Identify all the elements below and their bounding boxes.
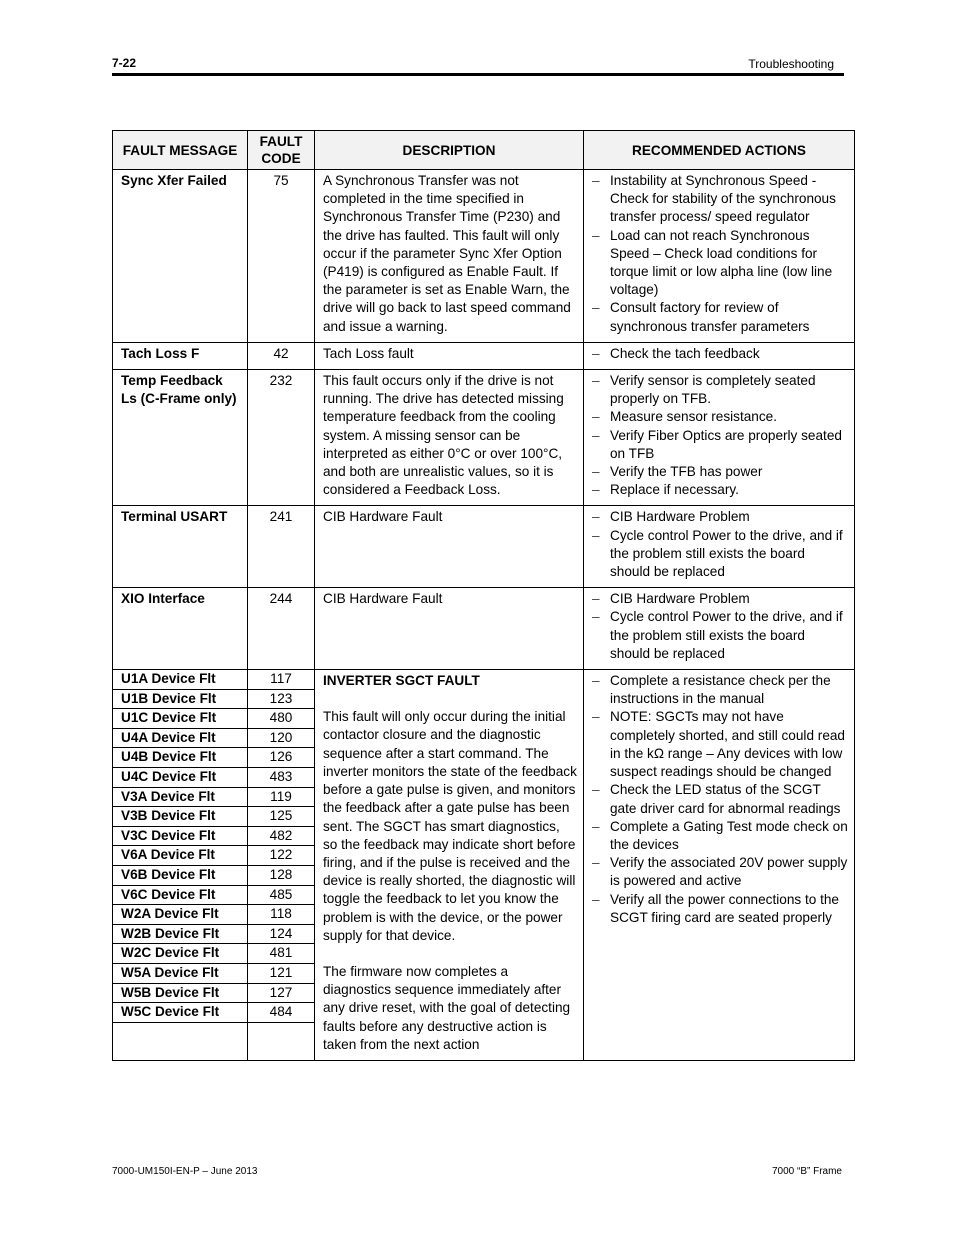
sgct-device-fault-message: V6A Device Flt <box>113 846 247 866</box>
recommended-actions <box>584 588 855 670</box>
fault-message: Tach Loss F <box>113 342 248 369</box>
sgct-device-fault-message: V6B Device Flt <box>113 866 247 886</box>
action-item <box>592 345 848 363</box>
fault-description: A Synchronous Transfer was not completed in the time specified in Synchronous Transfer Time (P230) and the drive has faulted. This fault will only occur if the parameter Sync Xfer Option (P419) is configured as Enable Fault. If the parameter is set as Enable Warn, the drive will go back to last speed command and issue a warning. <box>315 170 584 343</box>
action-text: Cycle control Power to the drive, and if the problem still exists the board should be replaced <box>610 609 843 661</box>
sgct-device-fault-message: U1A Device Flt <box>113 670 247 690</box>
fault-description: This fault occurs only if the drive is not running. The drive has detected missing temperature feedback from the cooling system. A missing sensor can be interpreted as either 0°C or over 100°C, and both are unrealistic values, so it is considered a Feedback Loss. <box>315 370 584 506</box>
fault-code: 75 <box>248 170 315 343</box>
sgct-device-fault-code: 127 <box>248 984 314 1004</box>
table-row <box>113 370 855 506</box>
action-list <box>592 590 848 663</box>
action-text: Cycle control Power to the drive, and if the problem still exists the board should be replaced <box>610 527 843 580</box>
sgct-device-fault-message: W2C Device Flt <box>113 944 247 964</box>
dash-bullet-icon: – <box>592 173 600 188</box>
action-item <box>592 891 848 927</box>
action-item <box>592 854 848 890</box>
action-text: Verify Fiber Optics are properly seated on TFB <box>610 427 842 461</box>
table-row-sgct-group <box>113 670 855 1061</box>
sgct-device-fault-code: 118 <box>248 905 314 925</box>
fault-description: CIB Hardware Fault <box>315 506 584 588</box>
action-item <box>592 818 848 854</box>
sgct-description-cell <box>315 670 584 1061</box>
fault-table <box>112 130 855 1061</box>
fault-description: Tach Loss fault <box>315 342 584 369</box>
action-text: CIB Hardware Problem <box>610 509 750 525</box>
sgct-device-fault-code: 484 <box>248 1003 314 1023</box>
sgct-device-fault-message: W2A Device Flt <box>113 905 247 925</box>
recommended-actions <box>584 370 855 506</box>
action-text: Verify sensor is completely seated properly on TFB. <box>610 373 816 407</box>
action-text: Replace if necessary. <box>610 482 739 498</box>
sgct-device-fault-code: 117 <box>248 670 314 690</box>
action-text: Verify the TFB has power <box>610 464 763 480</box>
column-header-fault-code: FAULT CODE <box>248 131 315 170</box>
sgct-device-fault-message: V3A Device Flt <box>113 788 247 808</box>
dash-bullet-icon: – <box>592 609 600 625</box>
sgct-messages-cell <box>113 670 248 1061</box>
sgct-device-fault-message: V3C Device Flt <box>113 827 247 847</box>
header-rule <box>112 73 844 76</box>
sgct-device-fault-code: 123 <box>248 690 314 710</box>
action-item <box>592 608 848 663</box>
action-text: Consult factory for review of synchronous transfer parameters <box>610 300 810 334</box>
dash-bullet-icon: – <box>592 509 600 525</box>
sgct-device-fault-code: 124 <box>248 925 314 945</box>
fault-table-body <box>113 170 855 1061</box>
sgct-code-list <box>248 670 314 1023</box>
fault-message: Terminal USART <box>113 506 248 588</box>
dash-bullet-icon: – <box>592 300 600 316</box>
dash-bullet-icon: – <box>592 591 600 607</box>
sgct-device-fault-code: 480 <box>248 709 314 729</box>
section-title: Troubleshooting <box>748 57 834 71</box>
fault-code: 241 <box>248 506 315 588</box>
action-text: NOTE: SGCTs may not have completely shorted, and still could read in the kΩ range – Any devices with low suspect readings should be changed <box>610 709 845 780</box>
table-row <box>113 342 855 369</box>
sgct-device-fault-code: 128 <box>248 866 314 886</box>
footer-doc-id: 7000-UM150I-EN-P – June 2013 <box>112 1166 258 1177</box>
sgct-device-fault-code: 121 <box>248 964 314 984</box>
action-text: Check the tach feedback <box>610 345 760 361</box>
dash-bullet-icon: – <box>592 527 600 543</box>
action-item <box>592 299 848 335</box>
sgct-device-fault-message: U4C Device Flt <box>113 768 247 788</box>
action-text: Verify the associated 20V power supply is powered and active <box>610 855 848 889</box>
fault-code: 232 <box>248 370 315 506</box>
action-text: Load can not reach Synchronous Speed – Check load conditions for torque limit or low alpha line (low line voltage) <box>610 227 833 298</box>
action-item <box>592 708 848 781</box>
dash-bullet-icon: – <box>592 855 600 871</box>
action-text: Verify all the power connections to the SCGT firing card are seated properly <box>610 891 839 925</box>
dash-bullet-icon: – <box>592 818 600 834</box>
sgct-device-fault-code: 481 <box>248 944 314 964</box>
action-text: Complete a resistance check per the instructions in the manual <box>610 673 831 707</box>
action-item <box>592 172 848 227</box>
fault-code: 42 <box>248 342 315 369</box>
sgct-message-list <box>113 670 247 1023</box>
action-item <box>592 590 848 608</box>
sgct-device-fault-message: W5C Device Flt <box>113 1003 247 1023</box>
fault-message: XIO Interface <box>113 588 248 670</box>
sgct-device-fault-message: V3B Device Flt <box>113 807 247 827</box>
action-item <box>592 672 848 708</box>
sgct-device-fault-code: 125 <box>248 807 314 827</box>
dash-bullet-icon: – <box>592 227 600 243</box>
sgct-device-fault-message: V6C Device Flt <box>113 886 247 906</box>
sgct-codes-cell <box>248 670 315 1061</box>
dash-bullet-icon: – <box>592 891 600 907</box>
sgct-device-fault-message: U1C Device Flt <box>113 709 247 729</box>
action-item <box>592 527 848 582</box>
action-item <box>592 408 848 426</box>
sgct-description-paragraph-2: The firmware now completes a diagnostics sequence immediately after any drive reset, with the goal of detecting faults before any destructive action is taken from the next action <box>323 963 571 1052</box>
dash-bullet-icon: – <box>592 345 600 361</box>
column-header-recommended-actions: RECOMMENDED ACTIONS <box>584 131 855 170</box>
fault-code: 244 <box>248 588 315 670</box>
fault-message: Temp Feedback Ls (C-Frame only) <box>113 370 248 506</box>
action-item <box>592 463 848 481</box>
action-text: Check the LED status of the SCGT gate driver card for abnormal readings <box>610 782 841 816</box>
column-header-description: DESCRIPTION <box>315 131 584 170</box>
sgct-device-fault-message: W2B Device Flt <box>113 925 247 945</box>
dash-bullet-icon: – <box>592 427 600 443</box>
sgct-device-fault-code: 126 <box>248 748 314 768</box>
action-item <box>592 227 848 300</box>
action-list <box>592 372 848 499</box>
recommended-actions <box>584 342 855 369</box>
action-list <box>592 508 848 581</box>
column-header-fault-message: FAULT MESSAGE <box>113 131 248 170</box>
sgct-device-fault-code: 485 <box>248 886 314 906</box>
fault-message: Sync Xfer Failed <box>113 170 248 343</box>
sgct-device-fault-code: 119 <box>248 788 314 808</box>
sgct-device-fault-code: 122 <box>248 846 314 866</box>
sgct-actions-cell <box>584 670 855 1061</box>
sgct-device-fault-code: 120 <box>248 729 314 749</box>
sgct-device-fault-code: 482 <box>248 827 314 847</box>
sgct-device-fault-message: U4A Device Flt <box>113 729 247 749</box>
table-row <box>113 588 855 670</box>
action-item <box>592 781 848 817</box>
action-list <box>592 172 848 336</box>
action-text: Complete a Gating Test mode check on the devices <box>610 818 848 852</box>
action-item <box>592 372 848 408</box>
action-text: Measure sensor resistance. <box>610 409 777 425</box>
sgct-device-fault-message: W5B Device Flt <box>113 984 247 1004</box>
dash-bullet-icon: – <box>592 409 600 425</box>
action-item <box>592 427 848 463</box>
dash-bullet-icon: – <box>592 373 600 389</box>
dash-bullet-icon: – <box>592 482 600 498</box>
sgct-device-fault-code: 483 <box>248 768 314 788</box>
action-item <box>592 481 848 499</box>
sgct-device-fault-message: U4B Device Flt <box>113 748 247 768</box>
table-row <box>113 170 855 343</box>
sgct-description-title: INVERTER SGCT FAULT <box>323 673 480 689</box>
action-item <box>592 508 848 526</box>
recommended-actions <box>584 506 855 588</box>
footer-product: 7000 “B” Frame <box>771 1166 842 1177</box>
action-text: Instability at Synchronous Speed - Check for stability of the synchronous transfer process/ speed regulator <box>610 173 836 225</box>
dash-bullet-icon: – <box>592 464 600 480</box>
fault-description: CIB Hardware Fault <box>315 588 584 670</box>
sgct-description-paragraph-1: This fault will only occur during the initial contactor closure and the diagnostic sequence after a start command. The inverter monitors the state of the feedback before a gate pulse is given, and monitors the feedback after a gate pulse has been sent. The SGCT has smart diagnostics, so the feedback may indicate short before firing, and if the pulse is received and the device is really shorted, the diagnostic will toggle the feedback to let you know the problem is with the device, or the power supply for that device. <box>323 709 577 943</box>
recommended-actions <box>584 170 855 343</box>
action-list <box>592 345 848 363</box>
sgct-device-fault-message: W5A Device Flt <box>113 964 247 984</box>
table-row <box>113 506 855 588</box>
table-header-row <box>113 131 855 170</box>
dash-bullet-icon: – <box>592 782 600 798</box>
dash-bullet-icon: – <box>592 709 600 725</box>
dash-bullet-icon: – <box>592 673 600 689</box>
page-number: 7-22 <box>112 56 137 70</box>
sgct-action-list <box>592 672 848 927</box>
sgct-device-fault-message: U1B Device Flt <box>113 690 247 710</box>
action-text: CIB Hardware Problem <box>610 591 750 607</box>
